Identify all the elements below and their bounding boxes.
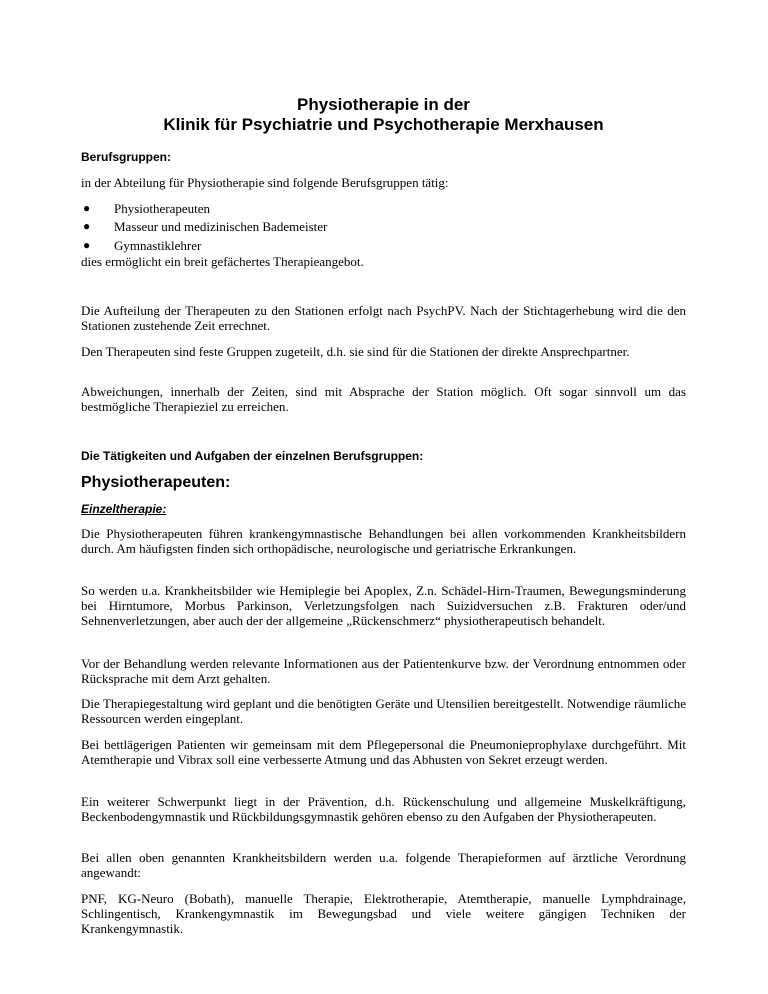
aufteilung-paragraph-2: Den Therapeuten sind feste Gruppen zugeteilt, d.h. sie sind für die Stationen der direkte Ansprechpartner. bbox=[81, 344, 630, 359]
list-item: ● Physiotherapeuten bbox=[83, 201, 211, 216]
aufteilung-paragraph-1: Die Aufteilung der Therapeuten zu den Stationen erfolgt nach PsychPV. Nach der Stichtagerhebung wird die den Stationen zustehende Zeit errechnet. bbox=[81, 303, 686, 333]
title-line-1: Physiotherapie in der bbox=[297, 95, 470, 114]
berufsgruppen-intro: in der Abteilung für Physiotherapie sind folgende Berufsgruppen tätig: bbox=[81, 175, 449, 190]
title-line-2: Klinik für Psychiatrie und Psychotherapie Merxhausen bbox=[163, 115, 604, 134]
list-item: ● Gymnastiklehrer bbox=[83, 238, 202, 253]
bullet-icon: ● bbox=[83, 219, 91, 233]
taetigkeiten-paragraph-3: Vor der Behandlung werden relevante Informationen aus der Patientenkurve bzw. der Verordnung entnommen oder Rücksprache mit dem Arzt gehalten. bbox=[81, 656, 686, 686]
list-item: ● Masseur und medizinischen Bademeister bbox=[83, 219, 328, 234]
taetigkeiten-paragraph-2: So werden u.a. Krankheitsbilder wie Hemiplegie bei Apoplex, Z.n. Schädel-Hirn-Traumen, Bewegungsminderung bei Hirntumore, Morbus Parkinson, Verletzungsfolgen nach Suizidversuchen z.B. Frakturen oder/und Sehnenverletzungen, aber auch der der allgemeine „Rückenschmerz“ physiotherapeutisch behandelt. bbox=[81, 583, 686, 628]
taetigkeiten-heading: Die Tätigkeiten und Aufgaben der einzelnen Berufsgruppen: bbox=[81, 449, 424, 463]
taetigkeiten-paragraph-6: Ein weiterer Schwerpunkt liegt in der Prävention, d.h. Rückenschulung und allgemeine Muskelkräftigung, Beckenbodengymnastik und Rückbildungsgymnastik gehören ebenso zu den Aufgaben der Physiotherapeuten. bbox=[81, 794, 686, 824]
einzeltherapie-label: Einzeltherapie: bbox=[81, 502, 167, 516]
berufsgruppen-heading: Berufsgruppen: bbox=[81, 150, 171, 164]
taetigkeiten-paragraph-4: Die Therapiegestaltung wird geplant und die benötigten Geräte und Utensilien bereitgestellt. Notwendige räumliche Ressourcen werden eingeplant. bbox=[81, 696, 686, 726]
taetigkeiten-paragraph-5: Bei bettlägerigen Patienten wir gemeinsam mit dem Pflegepersonal die Pneumonieprophylaxe durchgeführt. Mit Atemtherapie und Vibrax soll eine verbesserte Atmung und das Abhusten von Sekret erzeugt werden. bbox=[81, 737, 686, 767]
taetigkeiten-paragraph-8: PNF, KG-Neuro (Bobath), manuelle Therapie, Elektrotherapie, Atemtherapie, manuelle Lymphdrainage, Schlingentisch, Krankengymnastik im Bewegungsbad und viele weitere gängigen Techniken der Krankengymnastik. bbox=[81, 891, 686, 936]
document-title bbox=[81, 95, 686, 135]
aufteilung-paragraph-3: Abweichungen, innerhalb der Zeiten, sind mit Absprache der Station möglich. Oft sogar sinnvoll um das bestmögliche Therapieziel zu erreichen. bbox=[81, 384, 686, 414]
taetigkeiten-paragraph-7: Bei allen oben genannten Krankheitsbildern werden u.a. folgende Therapieformen auf ärztliche Verordnung angewandt: bbox=[81, 850, 686, 880]
taetigkeiten-paragraph-1: Die Physiotherapeuten führen krankengymnastische Behandlungen bei allen vorkommenden Krankheitsbildern durch. Am häufigsten finden sich orthopädische, neurologische und geriatrische Erkrankungen. bbox=[81, 526, 686, 556]
berufsgruppen-outro: dies ermöglicht ein breit gefächertes Therapieangebot. bbox=[81, 254, 364, 269]
bullet-icon: ● bbox=[83, 238, 91, 252]
physiotherapeuten-heading: Physiotherapeuten: bbox=[81, 474, 231, 491]
bullet-icon: ● bbox=[83, 201, 91, 215]
